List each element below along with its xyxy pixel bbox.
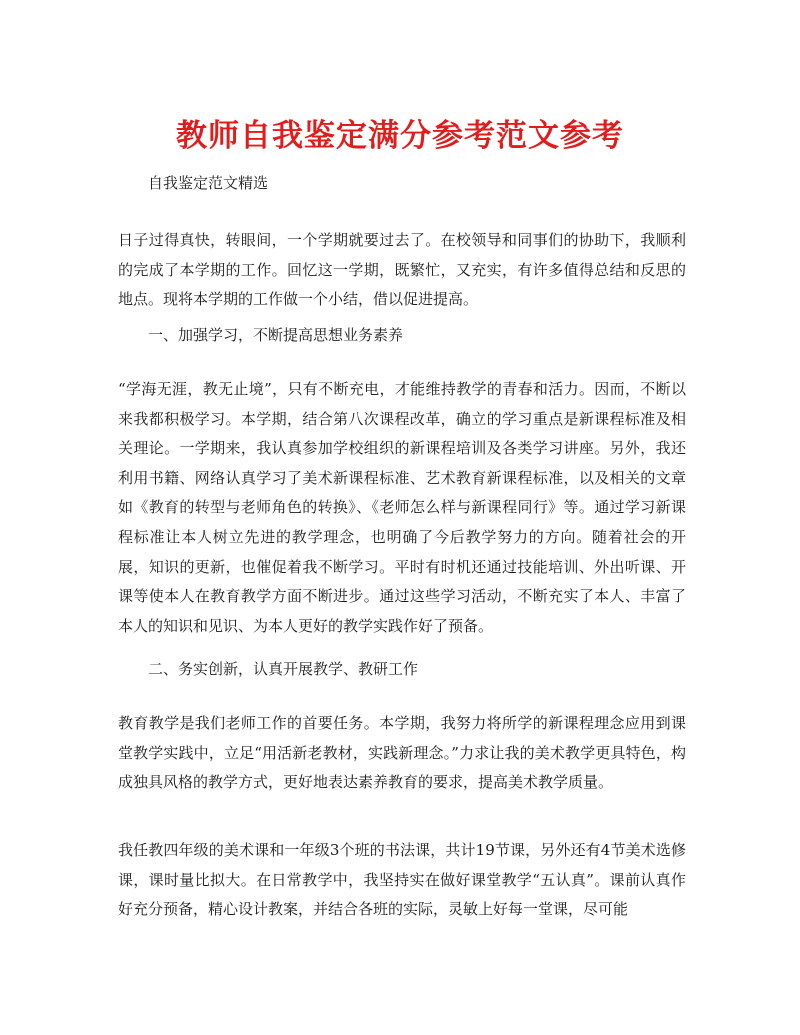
paragraph-courses: 我任教四年级的美术课和一年级3个班的书法课，共计19节课，另外还有4节美术选修课，课时量比拟大。在日常教学中，我坚持实在做好课堂教学“五认真”。课前认真作好充分预备，精心设计教案，并结合各班的实际，灵敏上好每一堂课，尽可能 — [118, 841, 686, 919]
paragraph-teaching: 教育教学是我们老师工作的首要任务。本学期，我努力将所学的新课程理念应用到课堂教学实践中，立足“用活新老教材，实践新理念。”力求让我的美术教学更具特色，构成独具风格的教学方式，更好地表达素养教育的要求，提高美术教学质量。 — [118, 714, 686, 792]
section-heading-2: 二、务实创新，认真开展教学、教研工作 — [148, 660, 419, 678]
paragraph-study: “学海无涯，教无止境”，只有不断充电，才能维持教学的青春和活力。因而，不断以来我都积极学习。本学期，结合第八次课程改革，确立的学习重点是新课程标准及相关理论。一学期来，我认真参加学校组织的新课程培训及各类学习讲座。另外，我还利用书籍、网络认真学习了美术新课程标准、艺术教育新课程标准，以及相关的文章如《教育的转型与老师角色的转换》、《老师怎么样与新课程同行》等。通过学习新课程标准让本人树立先进的教学理念，也明确了今后教学努力的方向。随着社会的开展，知识的更新，也催促着我不断学习。平时有时机还通过技能培训、外出听课、开课等使本人在教育教学方面不断进步。通过这些学习活动，不断充实了本人、丰富了本人的知识和见识、为本人更好的教学实践作好了预备。 — [118, 380, 686, 635]
paragraph-intro: 日子过得真快，转眼间，一个学期就要过去了。在校领导和同事们的协助下，我顺利的完成了本学期的工作。回忆这一学期，既繁忙，又充实，有许多值得总结和反思的地点。现将本学期的工作做一个小结，借以促进提高。 — [118, 231, 686, 309]
document-title: 教师自我鉴定满分参考范文参考 — [176, 118, 624, 154]
section-heading-1: 一、加强学习，不断提高思想业务素养 — [148, 326, 404, 344]
document-subtitle: 自我鉴定范文精选 — [148, 174, 269, 192]
